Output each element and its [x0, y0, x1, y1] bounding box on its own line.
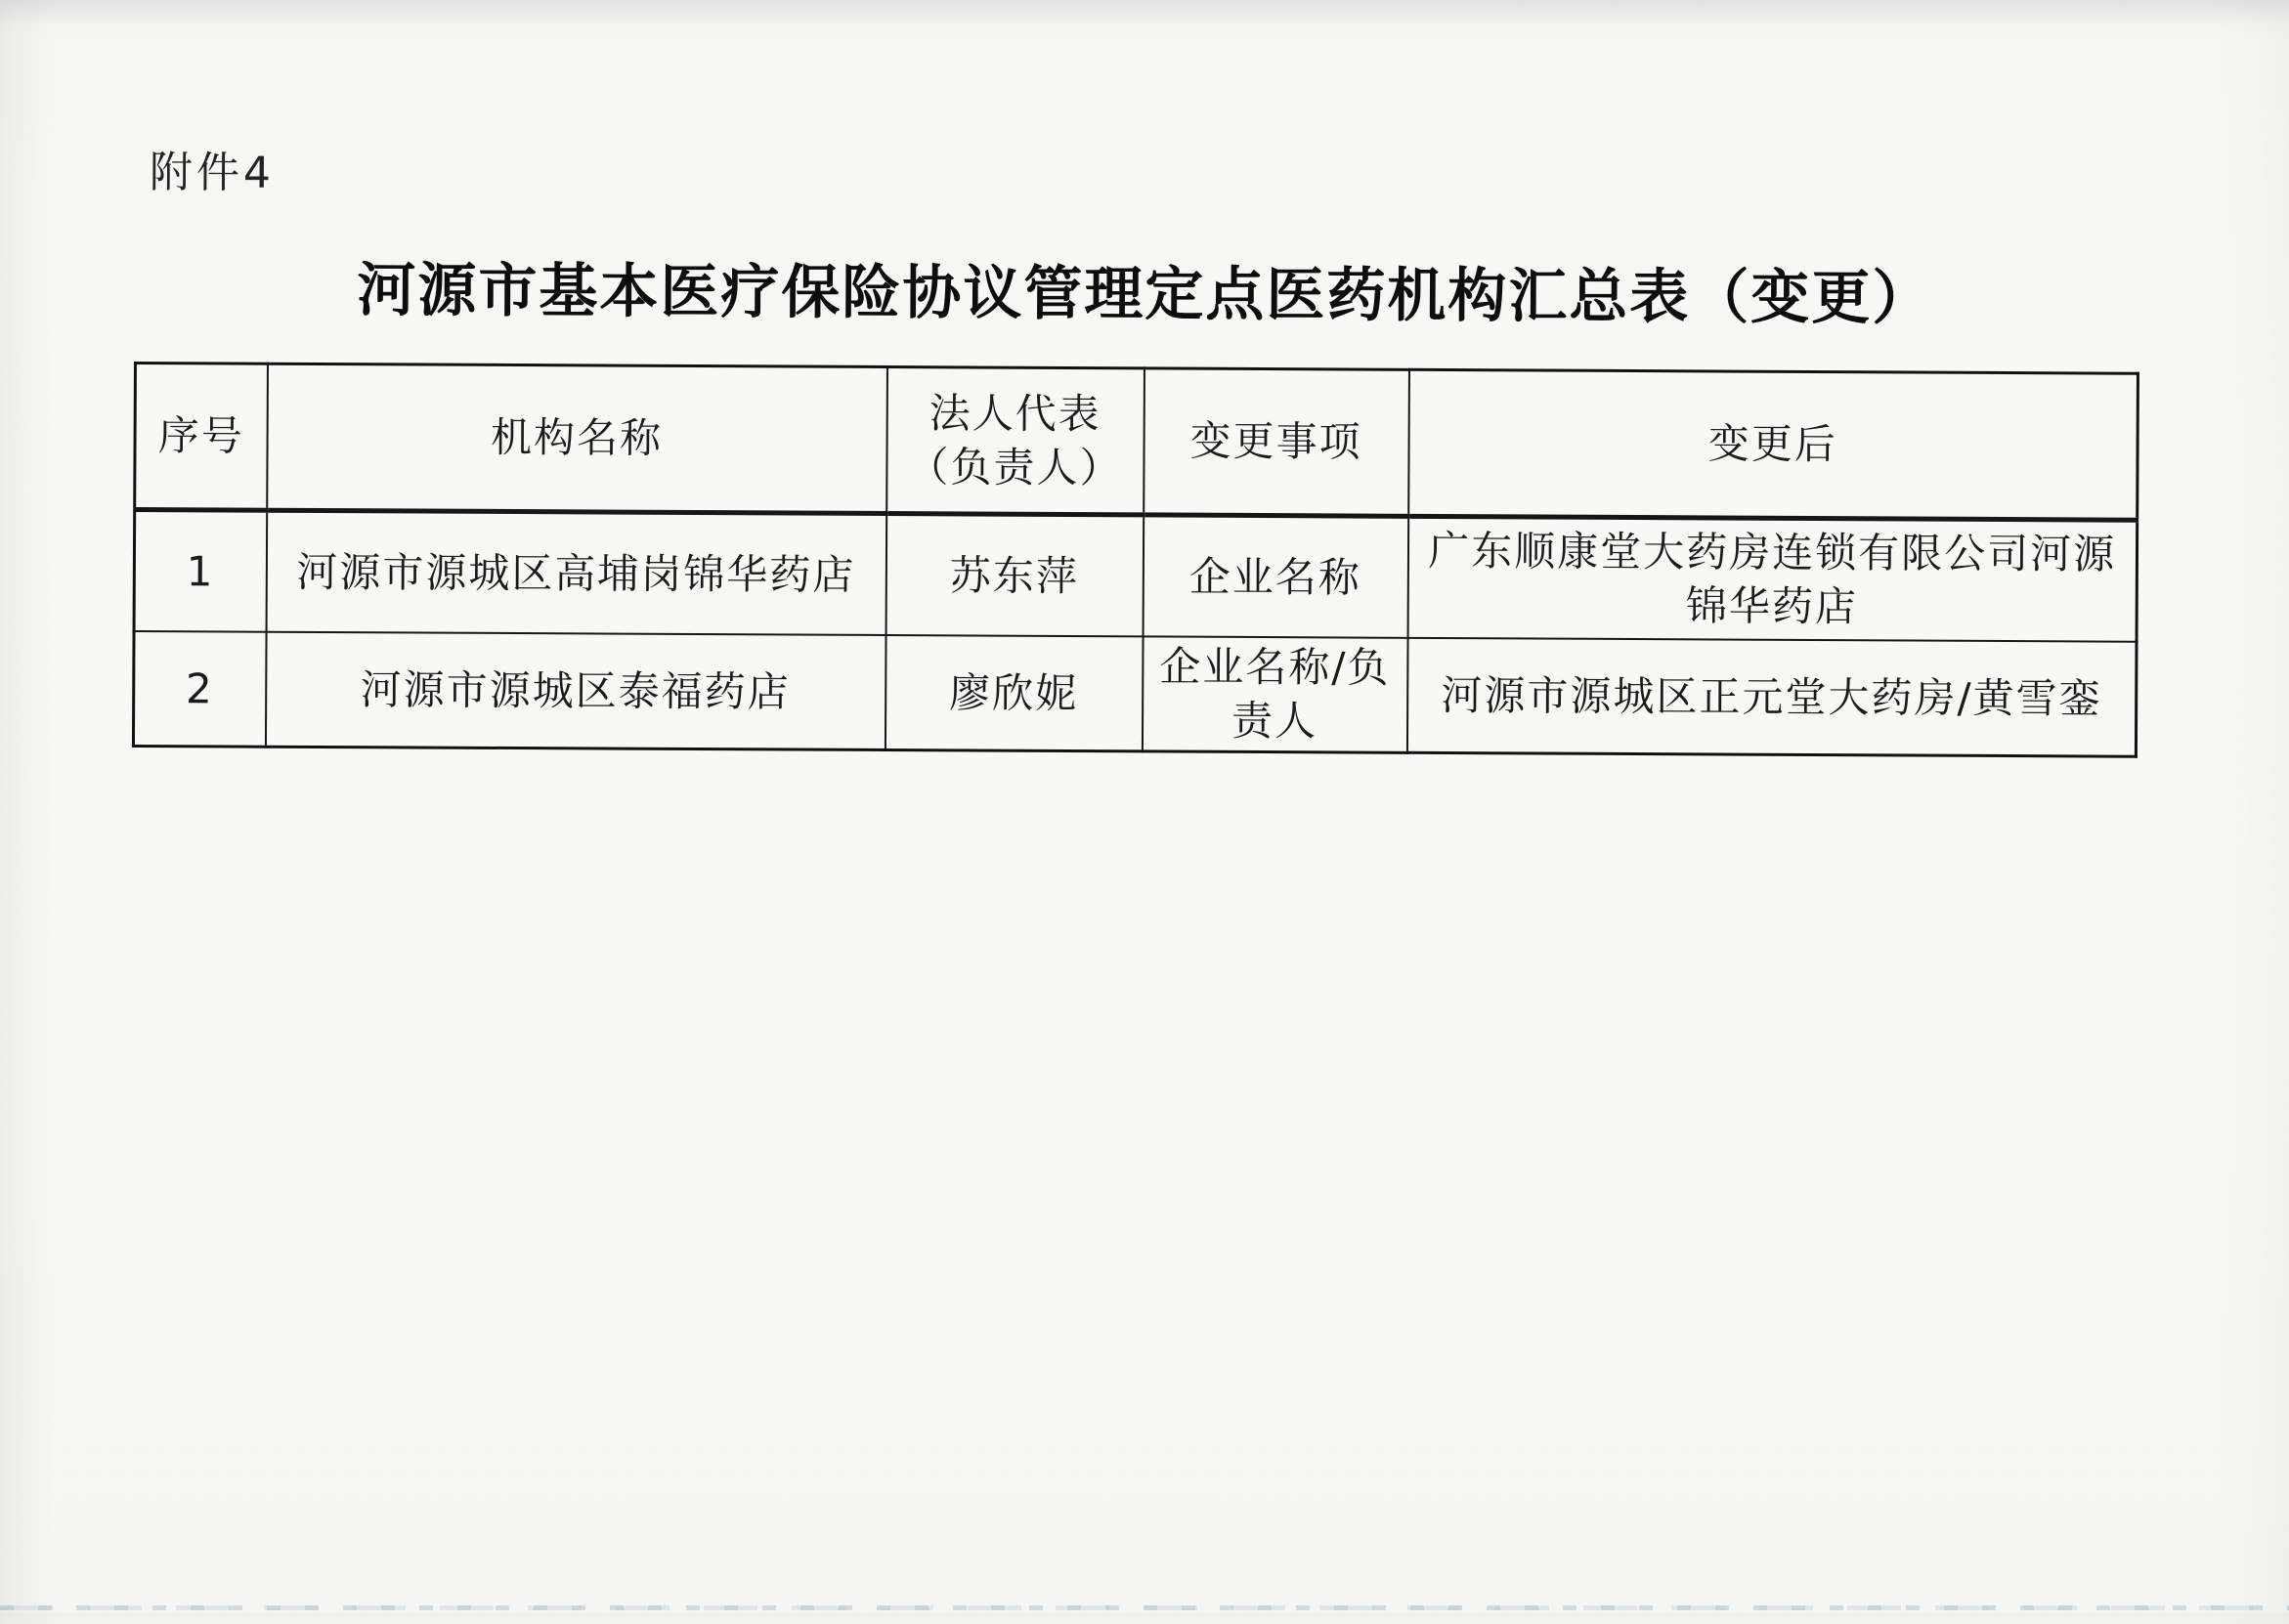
cell-index: 2: [133, 630, 266, 747]
cell-legal: 廖欣妮: [885, 635, 1143, 751]
page-title: 河源市基本医疗保险协议管理定点医药机构汇总表（变更）: [357, 256, 1933, 333]
cell-org: 河源市源城区高埔岗锦华药店: [266, 510, 886, 634]
table-row: [134, 509, 2138, 641]
cell-legal: 苏东萍: [885, 514, 1144, 636]
column-header-org: 机构名称: [267, 363, 887, 513]
cell-after: 河源市源城区正元堂大药房/黄雪銮: [1406, 637, 2137, 756]
table-row: [133, 630, 2137, 756]
column-header-index: 序号: [135, 363, 268, 510]
cell-after: 广东顺康堂大药房连锁有限公司河源锦华药店: [1407, 516, 2138, 641]
summary-table: [132, 362, 2139, 758]
cell-item: 企业名称: [1143, 515, 1408, 637]
cell-index: 1: [134, 509, 267, 631]
column-header-legal: 法人代表 （负责人）: [886, 367, 1144, 515]
column-header-item: 变更事项: [1144, 368, 1409, 516]
cell-item: 企业名称/负责人: [1142, 636, 1407, 752]
column-header-after: 变更后: [1408, 369, 2138, 520]
table-header-row: [135, 363, 2138, 520]
cell-org: 河源市源城区泰福药店: [265, 631, 885, 749]
attachment-label: 附件4: [149, 148, 276, 198]
scan-artifact-bottom: [0, 1605, 2289, 1610]
